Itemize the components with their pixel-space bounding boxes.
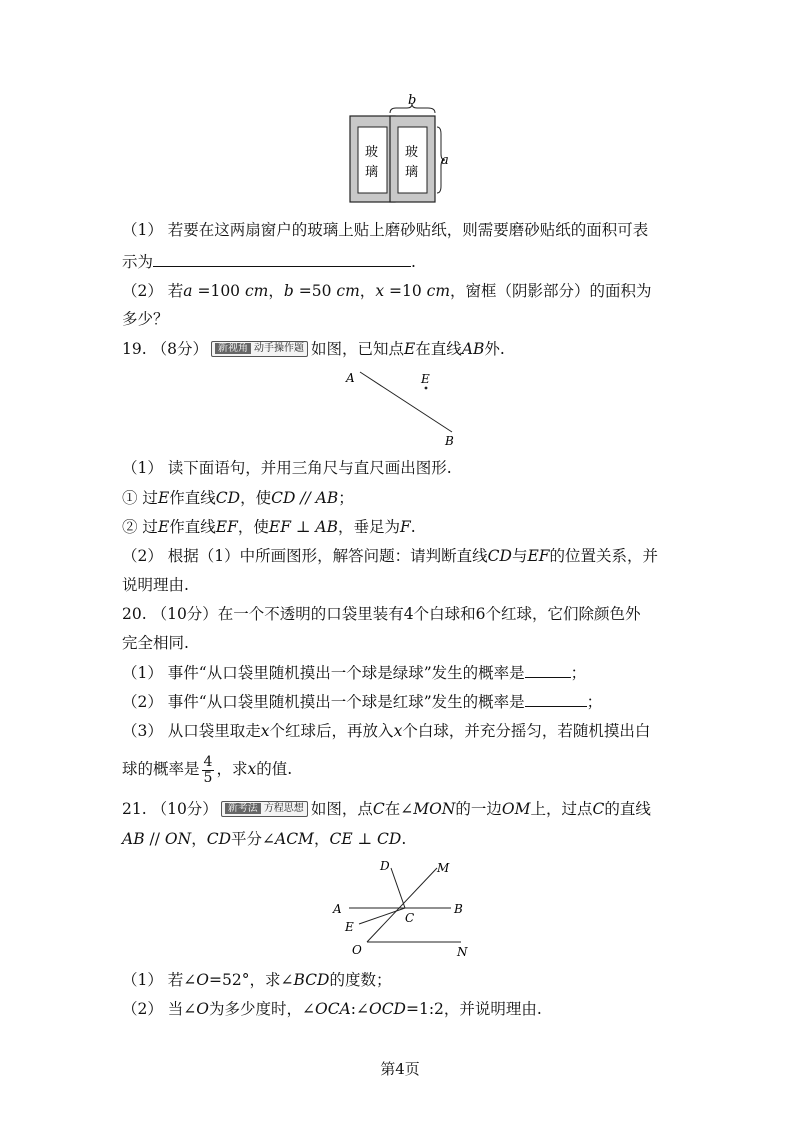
label-b: b [408,94,417,108]
q21-part2: （2） 当∠O为多少度时，∠OCA:∠OCD=1:2，并说明理由. [122,1000,542,1018]
point-b-label: B [445,434,454,448]
glass-label-right-1: 玻 [405,145,419,160]
q20-stem-line1: 20. （10分）在一个不透明的口袋里装有4个白球和6个红球，它们除颜色外 [122,605,641,623]
q19-stem: 19. （8分） 新视角 动手操作题 如图，已知点E在直线AB外. [122,340,505,358]
q21-part1: （1） 若∠O=52°，求∠BCD的度数； [122,971,392,989]
q19-step2: ② 过E作直线EF，使EF ⊥ AB，垂足为F. [122,518,416,536]
point-e-label: E [421,372,430,386]
q20-part1: （1） 事件“从口袋里随机摸出一个球是绿球”发生的概率是 ； [122,661,586,684]
glass-label-right-2: 璃 [405,165,419,180]
window-figure [340,94,450,206]
label-e: E [345,920,354,934]
q19-badge: 新视角 动手操作题 [211,341,308,357]
page-number: 第4页 [380,1060,420,1078]
label-a: a [441,153,449,168]
label-d: D [380,859,390,873]
glass-pane-right [398,127,427,193]
label-o: O [352,943,362,957]
label-a-q21: A [333,902,342,916]
point-a-label: A [346,371,355,385]
q21-stem-line1: 21. （10分） 新考法 方程思想 如图，点C在∠MON的一边OM上，过点C的直线 [122,800,651,818]
point-e [425,387,428,390]
q19-step1: ① 过E作直线CD，使CD // AB； [122,489,354,507]
q18-part1-line1: （1） 若要在这两扇窗户的玻璃上贴上磨砂贴纸，则需要磨砂贴纸的面积可表 [122,221,649,239]
label-b-q21: B [454,902,463,916]
q21-badge: 新考法 方程思想 [221,801,308,817]
line-ab [360,372,452,432]
q18-part2-line1: （2） 若a =100 cm，b =50 cm，x =10 cm，窗框（阴影部分）的面积为 [122,282,652,300]
q18-part1-line2: 示为 . [122,250,416,273]
q20-part3-line1: （3） 从口袋里取走x个红球后，再放入x个白球，并充分摇匀，若随机摸出白 [122,722,651,740]
label-c: C [405,911,415,925]
glass-label-left-1: 玻 [365,145,379,160]
ray-cd [391,868,405,908]
ray-om [367,868,437,942]
answer-blank-q20-2[interactable] [525,690,587,707]
fraction-four-fifths: $\frac{4}{5}$ [203,753,213,786]
glass-label-left-2: 璃 [365,165,379,180]
glass-pane-left [358,127,387,193]
answer-blank-q18-1[interactable] [153,250,411,267]
q19-part1: （1） 读下面语句，并用三角尺与直尺画出图形. [122,459,452,477]
q19-part2-line1: （2） 根据（1）中所画图形，解答问题：请判断直线CD与EF的位置关系，并 [122,547,659,565]
q20-part2: （2） 事件“从口袋里随机摸出一个球是红球”发生的概率是 ； [122,690,602,713]
q21-stem-line2: AB // ON，CD平分∠ACM，CE ⊥ CD. [122,830,407,848]
line-ab-figure [340,368,470,450]
q18-part2-line2: 多少？ [122,310,169,328]
label-m: M [437,861,450,875]
ray-ce [359,908,405,924]
answer-blank-q20-1[interactable] [525,661,571,678]
q20-part3-line2: 球的概率是 $\frac{4}{5}$ ，求x的值. [122,753,293,786]
label-n: N [457,945,468,959]
q19-part2-line2: 说明理由. [122,576,189,594]
q20-stem-line2: 完全相同. [122,634,189,652]
angle-mon-figure [325,856,485,964]
